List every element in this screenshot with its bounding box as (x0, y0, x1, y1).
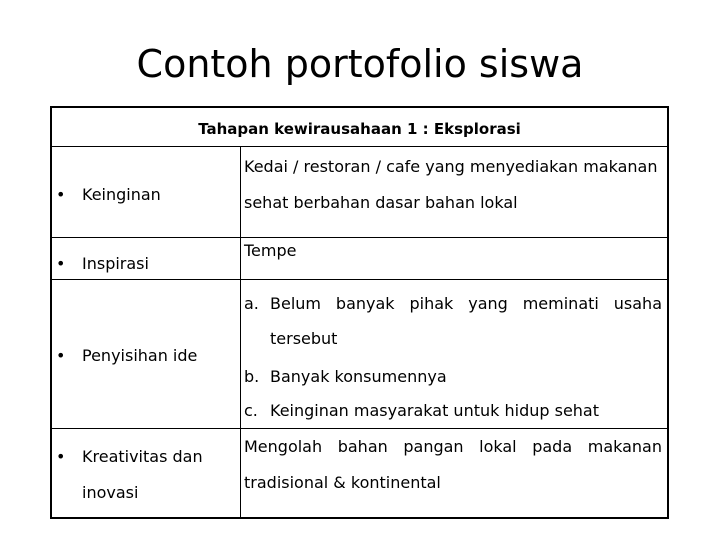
value-line: Mengolah bahan pangan lokal pada makanan (244, 437, 662, 456)
page-title: Contoh portofolio siswa (136, 42, 584, 86)
value-line: Kedai / restoran / cafe yang menyediakan makanan (244, 157, 658, 176)
row-label-text: Kreativitas dan (82, 447, 203, 466)
row-value-kreativitas (244, 429, 662, 501)
bullet-marker: • (56, 346, 66, 365)
table-header: Tahapan kewirausahaan 1 : Eksplorasi (198, 120, 521, 138)
list-item-c (244, 401, 662, 420)
row-value-keinginan (244, 149, 662, 221)
row-value-inspirasi (244, 240, 662, 262)
table-row (52, 147, 667, 238)
list-item-text: Banyak konsumennya (270, 367, 447, 386)
list-item-text: tersebut (270, 329, 338, 348)
bullet-marker: • (56, 185, 66, 204)
list-item-a (244, 294, 662, 348)
value-line: Tempe (244, 241, 297, 260)
portfolio-table (50, 106, 669, 519)
row-label-penyisihan-ide (56, 346, 197, 365)
value-line: tradisional & kontinental (244, 473, 441, 492)
row-label-text-continued: inovasi (82, 483, 139, 502)
table-row (52, 238, 667, 280)
row-label-kreativitas (56, 447, 203, 466)
value-line: sehat berbahan dasar bahan lokal (244, 193, 518, 212)
row-label-text: Penyisihan ide (82, 346, 198, 365)
list-item-text: Belum banyak pihak yang meminati usaha (270, 294, 662, 313)
list-marker: a. (244, 294, 259, 313)
list-marker: b. (244, 367, 260, 386)
row-label-text: Keinginan (82, 185, 161, 204)
row-label-text: Inspirasi (82, 254, 149, 273)
list-item-text: Keinginan masyarakat untuk hidup sehat (270, 401, 599, 420)
row-label-inspirasi (56, 254, 149, 273)
bullet-marker: • (56, 254, 66, 273)
bullet-marker: • (56, 447, 66, 466)
list-item-b (244, 367, 662, 386)
table-row (52, 280, 667, 429)
list-marker: c. (244, 401, 258, 420)
table-row (52, 429, 667, 517)
row-label-keinginan (56, 185, 161, 204)
table-header-row (52, 108, 667, 147)
